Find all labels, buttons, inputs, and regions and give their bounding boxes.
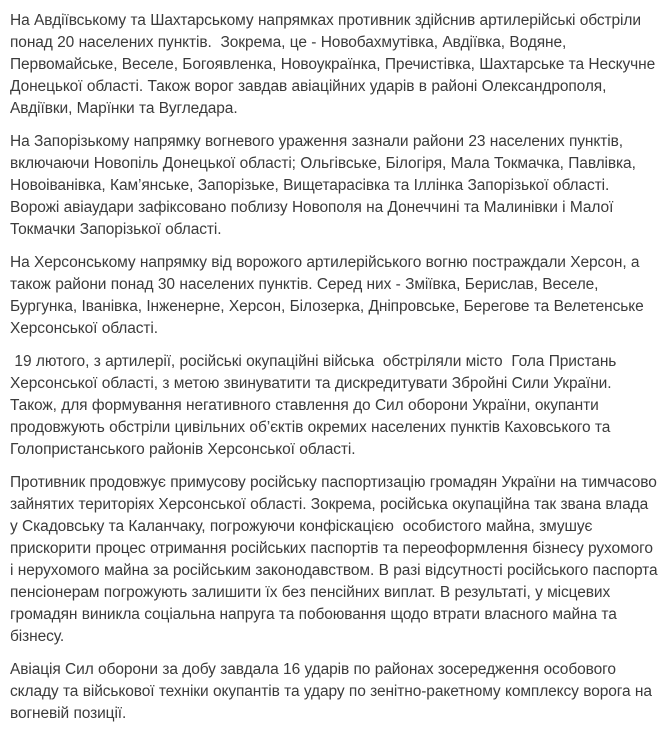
report-paragraph-avdiivka-shakhtarske: На Авдіївському та Шахтарському напрямках противник здійснив артилерійські обстріли понад 20 населених пунктів. Зокрема, це - Новобахмутівка, Авдіївка, Водяне, Первомайське, Веселе, Богоявленка, Новоукраїнка, Пречистівка, Шахтарське та Нескучне Донецької області. Також ворог завдав авіаційних ударів в районі Олександрополя, Авдіївки, Марїнки та Вугледара. xyxy=(10,12,660,117)
report-paragraph-kherson-shelling: На Херсонському напрямку від ворожого артилерійського вогню постраждали Херсон, а також райони понад 30 населених пунктів. Серед них - Зміївка, Берислав, Веселе, Бургунка, Іванівка, Інженерне, Херсон, Білозерка, Дніпровське, Берегове та Велетенське Херсонської області. xyxy=(10,254,649,337)
report-paragraph-zaporizhzhia: На Запорізькому напрямку вогневого ураження зазнали райони 23 населених пунктів, включаючи Новопіль Донецької області; Ольгівське, Білогіря, Мала Токмачка, Павлівка, Новоіванівка, Кам’янське, Запорізьке, Вищетарасівка та Іллінка Запорізької області. Ворожі авіаудари зафіксовано поблизу Новополя на Донеччині та Малинівки і Малої Токмачки Запорізької області. xyxy=(10,133,641,238)
report-paragraph-passportization: Противник продовжує примусову російську паспортизацію громадян України на тимчасово зайнятих територіях Херсонської області. Зокрема, російська окупаційна так звана влада у Скадовську та Каланчаку, погрожуючи конфіскацією особистого майна, змушує прискорити процес отримання російських паспортів та переоформлення бізнесу рухомого і нерухомого майна за російським законодавством. В разі відсутності російського паспорта пенсіонерам погрожують залишити їх без пенсійних виплат. В результаті, у місцевих громадян виникла соціальна напруга та побоювання щодо втрати власного майна та бізнесу. xyxy=(10,474,662,645)
report-paragraph-aviation-strikes: Авіація Сил оборони за добу завдала 16 ударів по районах зосередження особового складу та військової техніки окупантів та удару по зенітно-ракетному комплексу ворога на вогневій позиції. xyxy=(10,661,657,722)
report-paragraph-hola-prystan: 19 лютого, з артилерії, російські окупаційні війська обстріляли місто Гола Пристань Херсонської області, з метою звинуватити та дискредитувати Збройні Сили України. Також, для формування негативного ставлення до Сил оборони України, окупанти продовжують обстріли цивільних об’єктів окремих населених пунктів Каховського та Голопристанського районів Херсонської області. xyxy=(10,353,621,458)
